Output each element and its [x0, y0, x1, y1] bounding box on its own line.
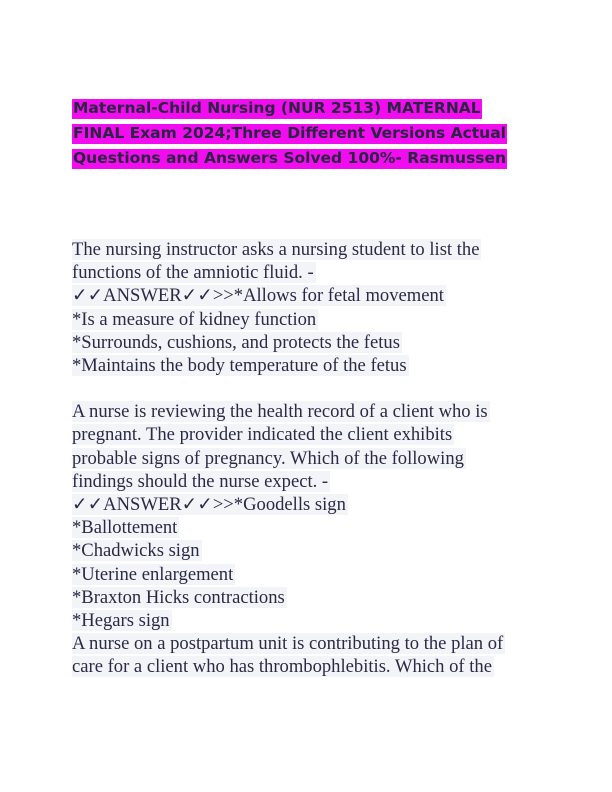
question-2-line-1: A nurse is reviewing the health record of a client who is	[72, 401, 488, 423]
question-2-line-2: pregnant. The provider indicated the client exhibits	[72, 424, 453, 446]
question-block-2	[72, 400, 552, 632]
answer-2-line-3: *Chadwicks sign	[72, 540, 200, 562]
answer-2-line-5: *Braxton Hicks contractions	[72, 586, 285, 608]
answer-1-line-1: ✓✓ANSWER✓✓>>*Allows for fetal movement	[72, 285, 444, 307]
answer-2-line-1: ✓✓ANSWER✓✓>>*Goodells sign	[72, 494, 346, 516]
question-3-line-2: care for a client who has thrombophlebitis. Which of the	[72, 656, 492, 678]
title-line-3: Questions and Answers Solved 100%- Rasmussen	[73, 149, 507, 167]
answer-2-line-4: *Uterine enlargement	[72, 563, 234, 585]
question-block-1	[72, 238, 552, 377]
question-block-3	[72, 632, 552, 678]
question-1-line-2: functions of the amniotic fluid. -	[72, 262, 314, 284]
answer-2-line-2: *Ballottement	[72, 517, 178, 539]
question-1-line-1: The nursing instructor asks a nursing student to list the	[72, 239, 480, 260]
answer-1-line-3: *Surrounds, cushions, and protects the fetus	[72, 331, 400, 353]
question-2-line-3: probable signs of pregnancy. Which of the following	[72, 447, 464, 469]
question-3-line-1: A nurse on a postpartum unit is contributing to the plan of	[72, 633, 504, 655]
question-2-line-4: findings should the nurse expect. -	[72, 470, 329, 492]
answer-1-line-4: *Maintains the body temperature of the fetus	[72, 355, 407, 377]
document-body	[72, 238, 552, 679]
title-line-2: FINAL Exam 2024;Three Different Versions Actual	[73, 124, 506, 142]
paragraph-gap	[72, 377, 552, 400]
title-line-1: Maternal-Child Nursing (NUR 2513) MATERNAL	[73, 99, 481, 117]
answer-2-line-6: *Hegars sign	[72, 610, 170, 632]
document-title	[72, 96, 542, 171]
answer-1-line-2: *Is a measure of kidney function	[72, 308, 317, 330]
